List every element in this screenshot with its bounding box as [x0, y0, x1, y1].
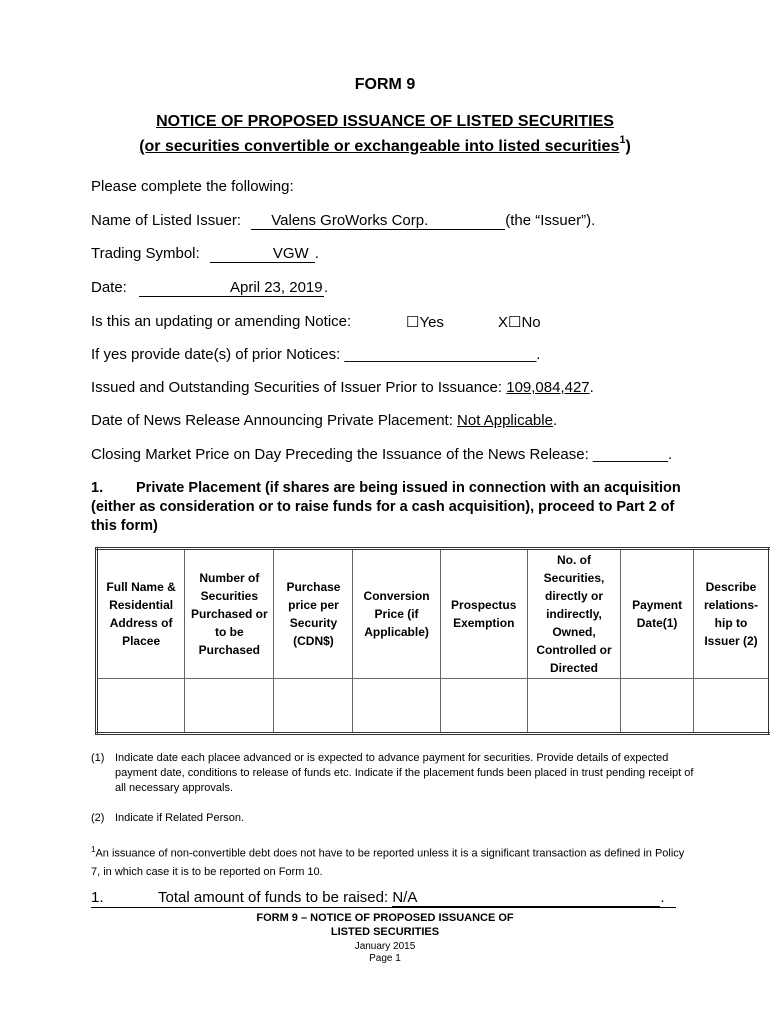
- amend-yes-checkbox[interactable]: ☐Yes: [406, 314, 444, 331]
- prior-row: [91, 346, 540, 363]
- page-subtitle: [0, 134, 770, 156]
- outstanding-label: Issued and Outstanding Securities of Issuer Prior to Issuance:: [91, 379, 503, 396]
- news-label: Date of News Release Announcing Private Placement:: [91, 412, 453, 429]
- funds-label: Total amount of funds to be raised:: [158, 889, 389, 906]
- amend-no-checkbox[interactable]: X☐No: [498, 314, 541, 331]
- closing-label: Closing Market Price on Day Preceding the Issuance of the News Release:: [91, 446, 589, 463]
- note-2-number: (2): [91, 812, 105, 824]
- section-1-number: 1.: [91, 480, 104, 496]
- table-cell[interactable]: [274, 679, 353, 734]
- note-2-text: Indicate if Related Person.: [115, 812, 245, 824]
- footnote-text: An issuance of non-convertible debt does not have to be reported unless it is a significant transaction as defined in Policy 7, in which case it is to be reported on Form 10.: [91, 847, 685, 878]
- subtitle-text: (or securities convertible or exchangeable into listed securities: [139, 138, 620, 155]
- col-header-securities-owned: No. of Securities, directly or indirectly, Owned, Controlled or Directed: [527, 549, 620, 679]
- date-value[interactable]: April 23, 2019: [139, 279, 324, 297]
- footnote-mark: 1: [91, 845, 96, 854]
- col-header-prospectus-exemption: Prospectus Exemption: [440, 549, 527, 679]
- col-header-conversion-price: Conversion Price (if Applicable): [353, 549, 440, 679]
- footer-title: [0, 911, 770, 939]
- funds-value[interactable]: N/A: [392, 889, 660, 907]
- closing-blank[interactable]: _________.: [592, 446, 673, 463]
- footer-page-number: Page 1: [369, 953, 401, 964]
- table-cell[interactable]: [694, 679, 770, 734]
- funds-row: [91, 889, 676, 908]
- footer-title-line-2: LISTED SECURITIES: [330, 926, 440, 938]
- form-number: FORM 9: [354, 76, 416, 93]
- note-2: [91, 811, 691, 826]
- outstanding-value[interactable]: 109,084,427: [506, 379, 590, 396]
- footer-date: January 2015: [354, 941, 416, 952]
- subtitle-footnote-mark: 1: [619, 134, 626, 146]
- table-cell[interactable]: [527, 679, 620, 734]
- section-1-text: Private Placement (if shares are being issued in connection with an acquisition (either as consideration or to raise funds for a cash acquisition), proceed to Part 2 of this form): [91, 480, 681, 534]
- table-cell[interactable]: [185, 679, 274, 734]
- subtitle-close: ): [625, 138, 631, 155]
- prior-label: If yes provide date(s) of prior Notices:: [91, 346, 341, 363]
- issuer-label: Name of Listed Issuer:: [91, 212, 242, 229]
- note-1-text: Indicate date each placee advanced or is expected to advance payment for securities. Provide details of expected payment date, conditions to release of funds etc. Indicate if the placement funds been placed in trust pending receipt of all necessary approvals.: [115, 752, 694, 794]
- news-value[interactable]: Not Applicable: [457, 412, 553, 429]
- news-row: Date of News Release Announcing Private Placement: Not Applicable.: [91, 412, 558, 429]
- table-cell[interactable]: [440, 679, 527, 734]
- symbol-value[interactable]: VGW: [210, 245, 315, 263]
- intro-text: Please complete the following:: [91, 178, 294, 195]
- col-header-number-of-securities: Number of Securities Purchased or to be Purchased: [185, 549, 274, 679]
- note-1-number: (1): [91, 752, 105, 764]
- date-label: Date:: [91, 279, 127, 296]
- col-header-full-name: Full Name & Residential Address of Placee: [97, 549, 185, 679]
- footer-title-line-1: FORM 9 – NOTICE OF PROPOSED ISSUANCE OF: [256, 912, 514, 924]
- symbol-row: Trading Symbol: VGW .: [91, 245, 319, 262]
- page-title: NOTICE OF PROPOSED ISSUANCE OF LISTED SECURITIES: [156, 113, 614, 130]
- date-row: Date: April 23, 2019.: [91, 279, 329, 296]
- issuer-suffix: (the “Issuer”).: [505, 212, 596, 229]
- table-cell[interactable]: [97, 679, 185, 734]
- funds-end: .: [660, 889, 665, 906]
- outstanding-row: Issued and Outstanding Securities of Issuer Prior to Issuance: 109,084,427.: [91, 379, 594, 396]
- section-1-heading: [91, 479, 691, 536]
- footnote-1: [91, 841, 686, 881]
- col-header-payment-date: Payment Date(1): [621, 549, 694, 679]
- closing-row: [91, 446, 672, 463]
- table-cell[interactable]: [621, 679, 694, 734]
- table-cell[interactable]: [353, 679, 440, 734]
- prior-blank[interactable]: _______________________.: [344, 346, 541, 363]
- note-1: [91, 751, 694, 796]
- symbol-label: Trading Symbol:: [91, 245, 200, 262]
- table-header-row: [97, 549, 770, 679]
- col-header-purchase-price: Purchase price per Security (CDN$): [274, 549, 353, 679]
- issuer-row: [91, 212, 595, 230]
- placement-table: [95, 547, 770, 735]
- issuer-value[interactable]: Valens GroWorks Corp.: [251, 212, 505, 230]
- amend-label: Is this an updating or amending Notice:: [91, 313, 352, 330]
- col-header-relationship: Describe relations-hip to Issuer (2): [694, 549, 770, 679]
- funds-number: 1.: [91, 889, 104, 906]
- table-row: [97, 679, 770, 734]
